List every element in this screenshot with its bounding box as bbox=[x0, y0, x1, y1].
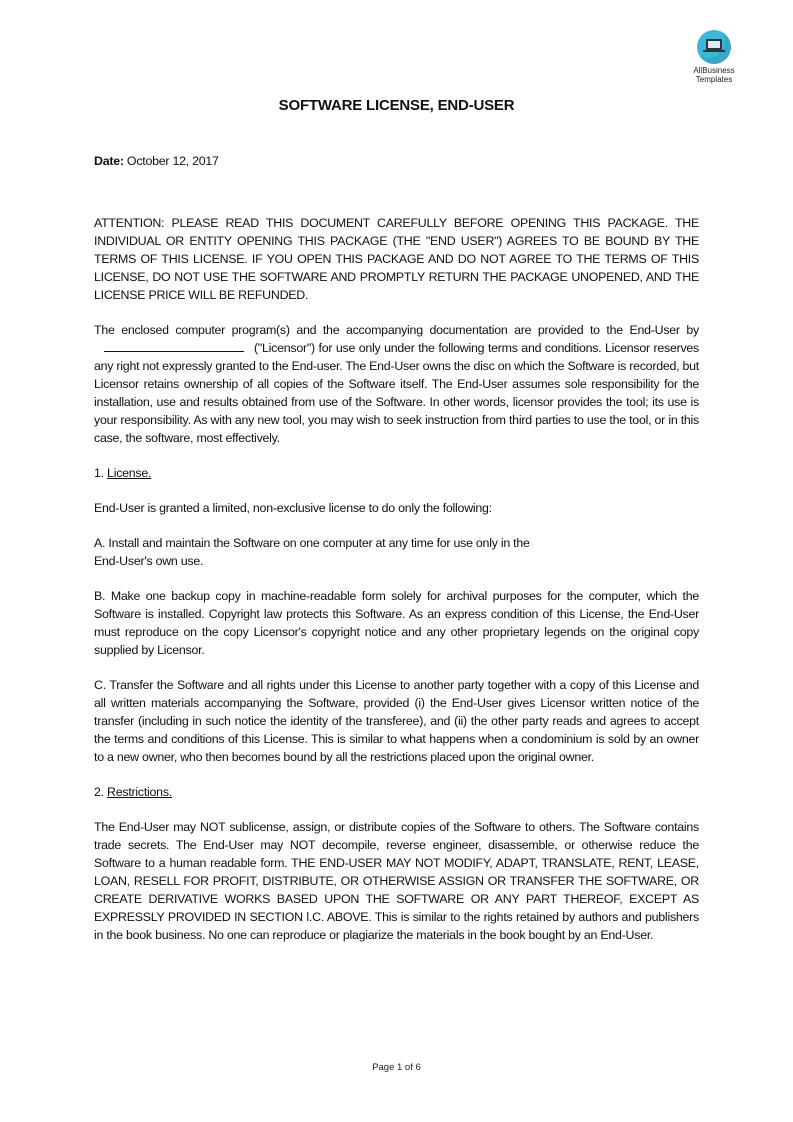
laptop-icon bbox=[697, 30, 731, 64]
intro-text-after-blank: ("Licensor") for use only under the following terms and conditions. Licensor reserves any right not expressly granted to the End-user. The End-User owns the disc on which the Software is recorded, but Licensor retains ownership of all copies of the Software itself. The End-User assumes sole responsibility for the installation, use and results obtained from use of the Software. In other words, licensor provides the tool; its use is your responsibility. As with any new tool, you may wish to seek instruction from third parties to use the tool, or in this case, the software, most effectively. bbox=[94, 341, 699, 445]
document-body bbox=[94, 152, 699, 944]
section-2-body: The End-User may NOT sublicense, assign, or distribute copies of the Software to others. The Software contains trade secrets. The End-User may NOT decompile, reverse engineer, disassemble, or otherwise reduce the Software to a human readable form. THE END-USER MAY NOT MODIFY, ADAPT, TRANSLATE, RENT, LEASE, LOAN, RESELL FOR PROFIT, DISTRIBUTE, OR OTHERWISE ASSIGN OR TRANSFER THE SOFTWARE, OR CREATE DERIVATIVE WORKS BASED UPON THE SOFTWARE OR ANY PART THEREOF, EXCEPT AS EXPRESSLY PROVIDED IN SECTION l.C. ABOVE. This is similar to the rights retained by authors and publishers in the book business. No one can reproduce or plagiarize the materials in the book bought by an End-User. bbox=[94, 820, 699, 942]
intro-paragraph bbox=[94, 321, 699, 447]
date-line bbox=[94, 152, 699, 170]
section-2-number: 2. bbox=[94, 785, 104, 799]
section-1-lead: End-User is granted a limited, non-exclusive license to do only the following: bbox=[94, 501, 492, 515]
attention-paragraph: ATTENTION: PLEASE READ THIS DOCUMENT CAREFULLY BEFORE OPENING THIS PACKAGE. THE INDIVIDUAL OR ENTITY OPENING THIS PACKAGE (THE "END USER") AGREES TO BE BOUND BY THE TERMS OF THIS LICENSE. IF YOU OPEN THIS PACKAGE AND DO NOT AGREE TO THE TERMS OF THIS LICENSE, DO NOT USE THE SOFTWARE AND PROMPTLY RETURN THE PACKAGE UNOPENED, AND THE LICENSE PRICE WILL BE REFUNDED. bbox=[94, 216, 699, 302]
section-2-title: Restrictions. bbox=[107, 785, 172, 799]
page-number: Page 1 of 6 bbox=[372, 1062, 421, 1073]
section-2-heading bbox=[94, 783, 699, 801]
logo-text-line2: Templates bbox=[695, 75, 733, 84]
section-1-item-c: C. Transfer the Software and all rights under this License to another party together with a copy of this License and all written materials accompanying the Software, provided (i) the End-User gives Licensor written notice of the transfer (including in such notice the identity of the transferee), and (ii) the other party reads and agrees to accept the terms and conditions of this License. This is similar to what happens when a condominium is sold by an owner to a new owner, who then becomes bound by all the restrictions placed upon the original owner. bbox=[94, 678, 699, 764]
section-1-number: 1. bbox=[94, 466, 104, 480]
date-value: October 12, 2017 bbox=[123, 154, 219, 168]
section-1-heading bbox=[94, 464, 699, 482]
item-a-line2: End-User's own use. bbox=[94, 554, 204, 568]
licensor-name-blank bbox=[104, 339, 244, 352]
section-1-title: License. bbox=[107, 466, 152, 480]
section-1-item-a bbox=[94, 534, 699, 570]
allbusiness-templates-logo bbox=[684, 30, 744, 84]
document-title: SOFTWARE LICENSE, END-USER bbox=[278, 97, 515, 114]
intro-text-before-blank: The enclosed computer program(s) and the accompanying documentation are provided to the End-User by bbox=[94, 323, 699, 337]
section-1-item-b: B. Make one backup copy in machine-readable form solely for archival purposes for the computer, which the Software is installed. Copyright law protects this Software. As an express condition of this License, the End-User must reproduce on the copy Licensor's copyright notice and any other proprietary legends on the original copy supplied by Licensor. bbox=[94, 589, 699, 657]
item-a-line1: A. Install and maintain the Software on one computer at any time for use only in the bbox=[94, 536, 530, 550]
logo-text-line1: AllBusiness bbox=[693, 66, 735, 75]
date-label: Date: bbox=[94, 154, 124, 168]
